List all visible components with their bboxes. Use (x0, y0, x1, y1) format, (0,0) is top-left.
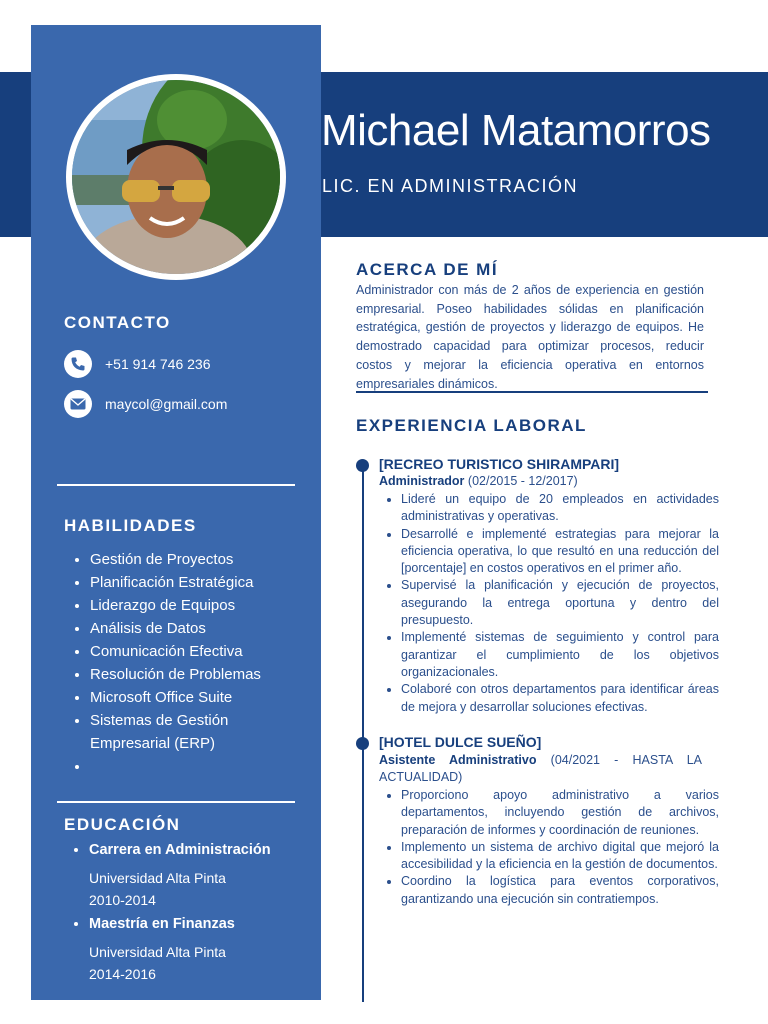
job-bullet: • Supervisé la planificación y ejecución de proyectos, asegurando la entrega oportuna y dentro del presupuesto. (401, 577, 719, 629)
contact-email-row (64, 390, 227, 418)
timeline-line (362, 462, 364, 1002)
candidate-name: Michael Matamorros (321, 106, 711, 155)
education-school: Universidad Alta Pinta (89, 870, 226, 886)
experience-heading: EXPERIENCIA LABORAL (356, 416, 587, 435)
job-bullet: • Desarrollé e implementé estrategias para mejorar la eficiencia operativa, lo que resultó en una reducción del [porcentaje] en costos operativos en el primer año. (401, 526, 719, 578)
skill-item: • Microsoft Office Suite (90, 686, 290, 709)
job-bullet: • Proporciono apoyo administrativo a varios departamentos, incluyendo gestión de archivos, preparación de informes y coordinación de reuniones. (401, 787, 719, 839)
skill-item-empty (90, 755, 290, 778)
skill-item: • Comunicación Efectiva (90, 640, 290, 663)
skill-item: • Sistemas de Gestión Empresarial (ERP) (90, 709, 290, 755)
job-bullet: • Lideré un equipo de 20 empleados en actividades administrativas y operativas. (401, 491, 719, 526)
job-bullet: • Implementé sistemas de seguimiento y control para garantizar el cumplimiento de los objetivos organizacionales. (401, 629, 719, 681)
timeline-dot (356, 737, 369, 750)
job-company: [RECREO TURISTICO SHIRAMPARI] (379, 456, 620, 472)
job-role: Administrador (379, 474, 465, 488)
phone-icon (64, 350, 92, 378)
skill-item: • Resolución de Problemas (90, 663, 290, 686)
envelope-icon (64, 390, 92, 418)
contact-phone-row (64, 350, 211, 378)
job-role: Asistente Administrativo (379, 753, 537, 767)
job-role-line (379, 473, 702, 490)
contact-phone: +51 914 746 236 (105, 356, 211, 372)
education-years: 2014-2016 (89, 966, 156, 982)
contact-heading: CONTACTO (64, 313, 171, 332)
education-item (72, 916, 235, 932)
skill-item: • Planificación Estratégica (90, 571, 290, 594)
job-dates: (02/2015 - 12/2017) (467, 474, 578, 488)
about-text: Administrador con más de 2 años de experiencia en gestión empresarial. Poseo habilidades sólidas en planificación estratégica, gestión de proyectos y liderazgo de equipos. He demostrado capacidad para optimizar procesos, reducir costos y mejorar la eficiencia operativa en entornos empresariales dinámicos. (356, 283, 704, 391)
contact-email: maycol@gmail.com (105, 396, 228, 412)
job-bullet: • Coordino la logística para eventos corporativos, garantizando una ejecución sin contratiempos. (401, 873, 719, 908)
job-bullets (384, 787, 719, 908)
timeline-dot (356, 459, 369, 472)
education-years: 2010-2014 (89, 892, 156, 908)
about-heading: ACERCA DE MÍ (356, 260, 499, 279)
sidebar-divider (57, 801, 295, 803)
sidebar-divider (57, 484, 295, 486)
skills-list (72, 548, 290, 778)
education-degree: • Maestría en Finanzas (89, 916, 235, 932)
job-role-line (379, 752, 702, 786)
education-degree: • Carrera en Administración (89, 842, 271, 858)
skill-item: • Gestión de Proyectos (90, 548, 290, 571)
job-company: [HOTEL DULCE SUEÑO] (379, 734, 542, 750)
profile-photo-image (72, 80, 280, 274)
skill-item: • Análisis de Datos (90, 617, 290, 640)
skills-heading: HABILIDADES (64, 516, 197, 535)
job-dates: (04/2021 - HASTA LA ACTUALIDAD) (379, 753, 702, 784)
skill-item: • Liderazgo de Equipos (90, 594, 290, 617)
education-school: Universidad Alta Pinta (89, 944, 226, 960)
profile-photo (66, 74, 286, 280)
job-bullet: • Colaboré con otros departamentos para identificar áreas de mejora y desarrollar soluciones efectivas. (401, 681, 719, 716)
candidate-title: LIC. EN ADMINISTRACIÓN (322, 176, 579, 196)
education-item (72, 842, 271, 858)
job-bullets (384, 491, 719, 716)
about-divider (356, 391, 708, 393)
education-heading: EDUCACIÓN (64, 815, 181, 834)
job-bullet: • Implemento un sistema de archivo digital que mejoró la accesibilidad y la eficiencia en la gestión de documentos. (401, 839, 719, 874)
